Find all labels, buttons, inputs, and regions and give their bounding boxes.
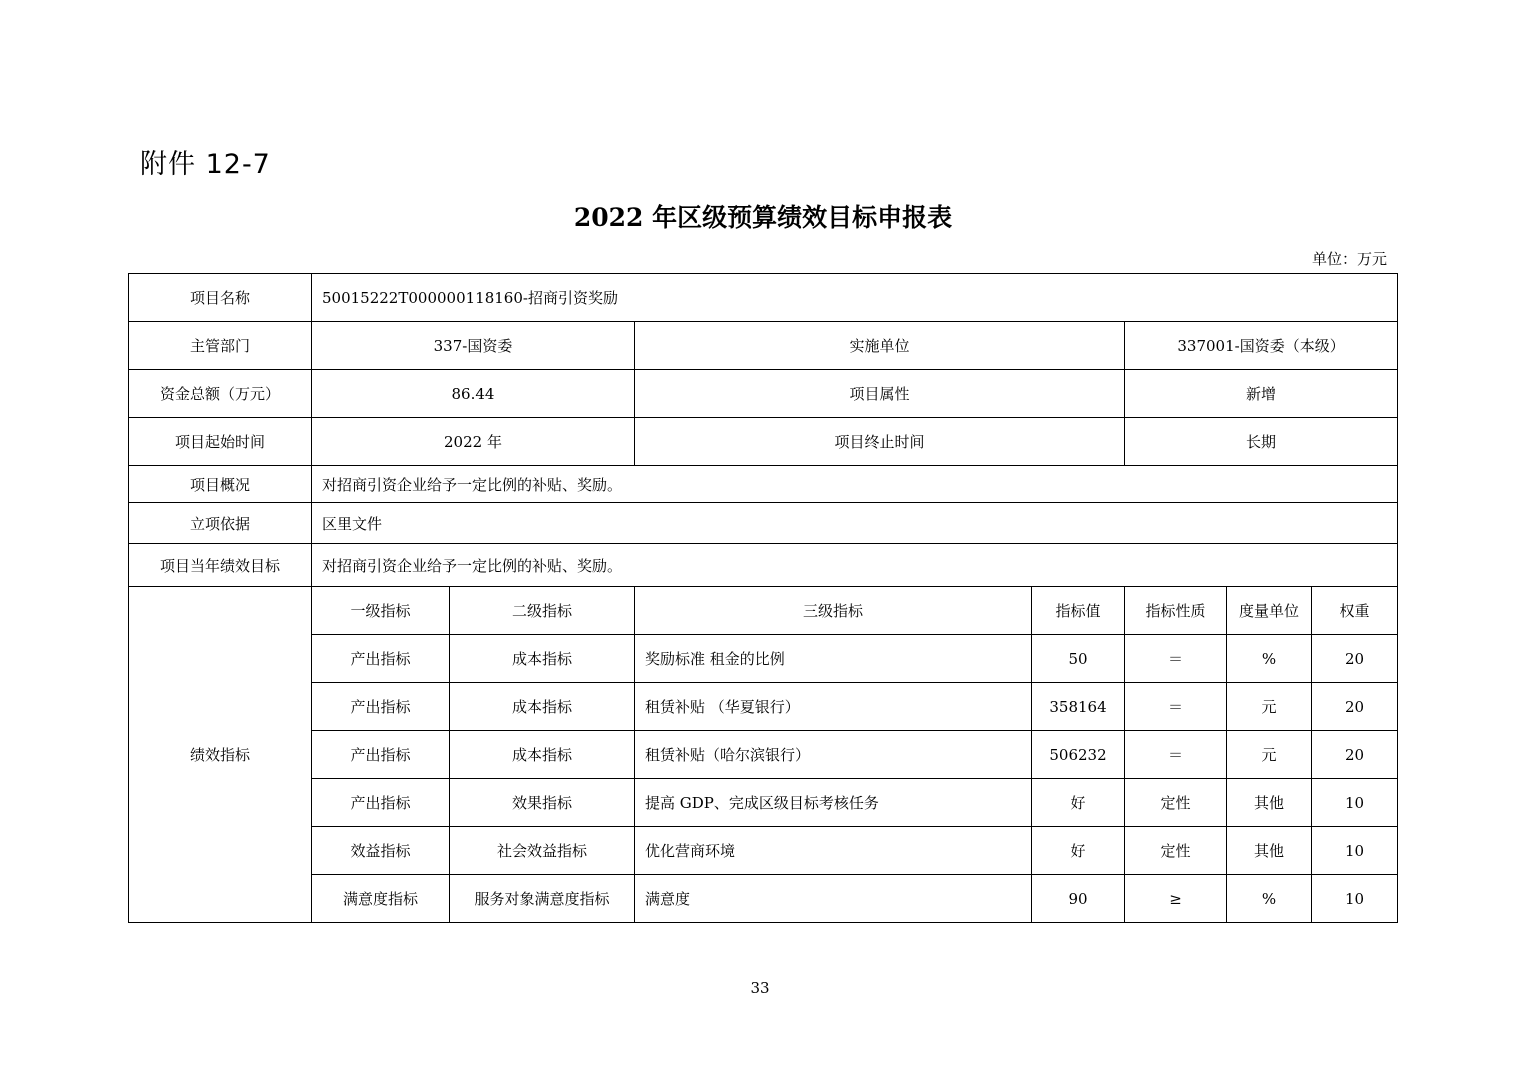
level1-cell: 产出指标 xyxy=(312,779,450,827)
level2-cell: 成本指标 xyxy=(450,635,635,683)
indicator-header-row xyxy=(129,587,1398,635)
total-funds-label: 资金总额（万元） xyxy=(129,370,312,418)
level3-cell: 提高 GDP、完成区级目标考核任务 xyxy=(635,779,1032,827)
unit-label: 单位：万元 xyxy=(1311,250,1387,268)
level2-cell: 社会效益指标 xyxy=(450,827,635,875)
start-time-label: 项目起始时间 xyxy=(129,418,312,466)
header-level2: 二级指标 xyxy=(450,587,635,635)
attribute-label: 项目属性 xyxy=(635,370,1125,418)
level2-cell: 成本指标 xyxy=(450,683,635,731)
level3-cell: 奖励标准 租金的比例 xyxy=(635,635,1032,683)
attribute-value: 新增 xyxy=(1125,370,1398,418)
basis-label: 立项依据 xyxy=(129,503,312,544)
budget-performance-table xyxy=(128,273,1398,923)
value-cell: 506232 xyxy=(1032,731,1125,779)
goal-row xyxy=(129,544,1398,587)
dept-label: 主管部门 xyxy=(129,322,312,370)
overview-label: 项目概况 xyxy=(129,466,312,503)
nature-cell: ＝ xyxy=(1125,635,1227,683)
level3-cell: 租赁补贴（哈尔滨银行） xyxy=(635,731,1032,779)
level2-cell: 成本指标 xyxy=(450,731,635,779)
page-title: 2022 年区级预算绩效目标申报表 xyxy=(573,203,953,232)
value-cell: 50 xyxy=(1032,635,1125,683)
level3-cell: 优化营商环境 xyxy=(635,827,1032,875)
unit-cell: 元 xyxy=(1227,683,1312,731)
dept-value: 337-国资委 xyxy=(312,322,635,370)
unit-cell: 其他 xyxy=(1227,827,1312,875)
unit-cell: % xyxy=(1227,875,1312,923)
project-name-value: 50015222T000000118160-招商引资奖励 xyxy=(312,274,1398,322)
nature-cell: 定性 xyxy=(1125,779,1227,827)
unit-cell: % xyxy=(1227,635,1312,683)
weight-cell: 20 xyxy=(1312,683,1398,731)
nature-cell: ≥ xyxy=(1125,875,1227,923)
table-row xyxy=(129,779,1398,827)
basis-row xyxy=(129,503,1398,544)
page-number: 33 xyxy=(750,979,770,997)
level1-cell: 产出指标 xyxy=(312,635,450,683)
header-level3: 三级指标 xyxy=(635,587,1032,635)
weight-cell: 10 xyxy=(1312,827,1398,875)
end-time-value: 长期 xyxy=(1125,418,1398,466)
level3-cell: 满意度 xyxy=(635,875,1032,923)
level1-cell: 产出指标 xyxy=(312,731,450,779)
table-row xyxy=(129,827,1398,875)
funds-row xyxy=(129,370,1398,418)
nature-cell: ＝ xyxy=(1125,731,1227,779)
total-funds-value: 86.44 xyxy=(312,370,635,418)
weight-cell: 20 xyxy=(1312,635,1398,683)
header-weight: 权重 xyxy=(1312,587,1398,635)
basis-value: 区里文件 xyxy=(312,503,1398,544)
overview-value: 对招商引资企业给予一定比例的补贴、奖励。 xyxy=(312,466,1398,503)
table-row xyxy=(129,875,1398,923)
indicators-section-label: 绩效指标 xyxy=(129,587,312,923)
level1-cell: 产出指标 xyxy=(312,683,450,731)
value-cell: 好 xyxy=(1032,779,1125,827)
level2-cell: 效果指标 xyxy=(450,779,635,827)
table-row xyxy=(129,731,1398,779)
header-value: 指标值 xyxy=(1032,587,1125,635)
project-name-row xyxy=(129,274,1398,322)
level2-cell: 服务对象满意度指标 xyxy=(450,875,635,923)
value-cell: 90 xyxy=(1032,875,1125,923)
goal-value: 对招商引资企业给予一定比例的补贴、奖励。 xyxy=(312,544,1398,587)
goal-label: 项目当年绩效目标 xyxy=(129,544,312,587)
unit-cell: 元 xyxy=(1227,731,1312,779)
weight-cell: 10 xyxy=(1312,779,1398,827)
level3-cell: 租赁补贴 （华夏银行） xyxy=(635,683,1032,731)
unit-cell: 其他 xyxy=(1227,779,1312,827)
end-time-label: 项目终止时间 xyxy=(635,418,1125,466)
level1-cell: 满意度指标 xyxy=(312,875,450,923)
impl-unit-label: 实施单位 xyxy=(635,322,1125,370)
nature-cell: 定性 xyxy=(1125,827,1227,875)
value-cell: 358164 xyxy=(1032,683,1125,731)
project-name-label: 项目名称 xyxy=(129,274,312,322)
period-row xyxy=(129,418,1398,466)
department-row xyxy=(129,322,1398,370)
start-time-value: 2022 年 xyxy=(312,418,635,466)
overview-row xyxy=(129,466,1398,503)
impl-unit-value: 337001-国资委（本级） xyxy=(1125,322,1398,370)
attachment-label: 附件 12-7 xyxy=(140,149,271,180)
value-cell: 好 xyxy=(1032,827,1125,875)
nature-cell: ＝ xyxy=(1125,683,1227,731)
level1-cell: 效益指标 xyxy=(312,827,450,875)
table-row xyxy=(129,635,1398,683)
weight-cell: 20 xyxy=(1312,731,1398,779)
header-level1: 一级指标 xyxy=(312,587,450,635)
table-row xyxy=(129,683,1398,731)
header-nature: 指标性质 xyxy=(1125,587,1227,635)
header-unit: 度量单位 xyxy=(1227,587,1312,635)
weight-cell: 10 xyxy=(1312,875,1398,923)
